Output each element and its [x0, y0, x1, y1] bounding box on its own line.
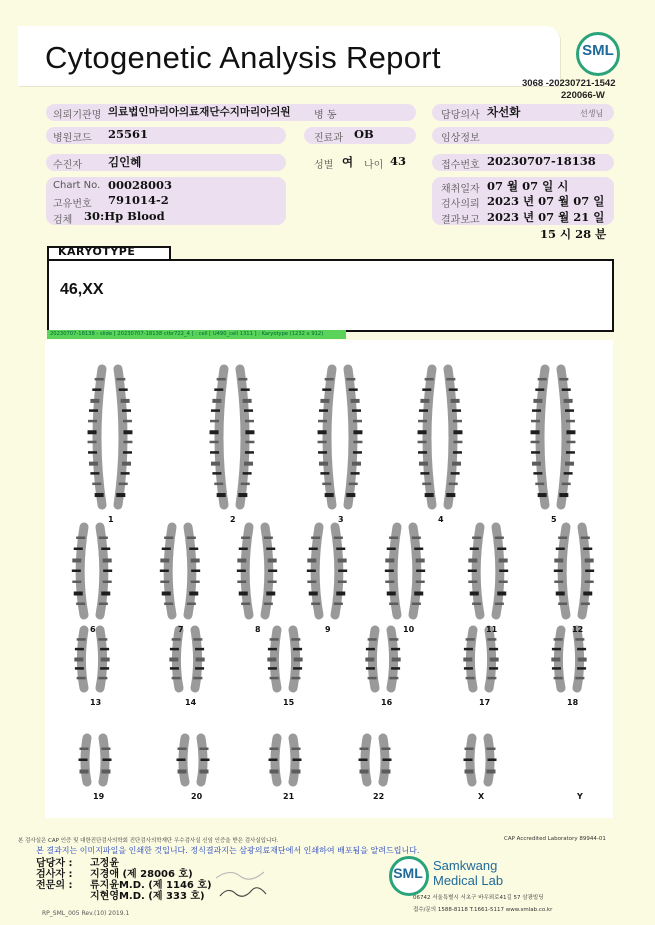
- chromosome-20-1: [177, 738, 187, 782]
- chromosome-8-2: [264, 527, 277, 615]
- chart-label: Chart No.: [53, 180, 101, 191]
- chromosome-label-13: 13: [90, 698, 102, 707]
- accreditation-note: 본 검사실은 CAP 인증 및 대한진단검사의학회 진단검사의학재단 우수검사실 신임 인증을 받은 검사실입니다.: [18, 838, 279, 844]
- chromosome-15-1: [267, 630, 278, 688]
- chromosome-4-2: [446, 369, 462, 505]
- chromosome-label-9: 9: [325, 625, 331, 634]
- chromosome-9-2: [334, 527, 347, 615]
- staff-role-1: 담당자 :: [36, 858, 73, 869]
- chromosome-label-8: 8: [255, 625, 261, 634]
- patient-value: 김인혜: [108, 155, 142, 169]
- chart-value: 00028003: [108, 178, 173, 192]
- karyogram-chromosomes: [45, 340, 613, 818]
- chromosome-18-2: [575, 630, 586, 688]
- chromosome-label-18: 18: [567, 698, 579, 707]
- chromosome-17-1: [463, 630, 474, 688]
- sml-logo-text: SML: [582, 42, 614, 59]
- chromosome-6-2: [99, 527, 112, 615]
- chromosome-14-2: [193, 630, 204, 688]
- chromosome-label-11: 11: [486, 625, 498, 634]
- doctor-value: 차선화: [487, 105, 521, 119]
- chromosome-label-16: 16: [381, 698, 393, 707]
- karyotype-label: KARYOTYPE: [58, 245, 136, 258]
- chromosome-12-1: [554, 527, 567, 615]
- staff-name-4: 지현영M.D. (제 333 호): [90, 891, 205, 902]
- chromosome-3-1: [318, 369, 334, 505]
- chromosome-21-1: [269, 738, 279, 782]
- chromosome-16-2: [389, 630, 400, 688]
- staff-name-1: 고정윤: [90, 858, 119, 869]
- chromosome-9-1: [307, 527, 320, 615]
- report-label: 결과보고: [441, 215, 480, 226]
- dept-value: OB: [354, 127, 374, 141]
- staff-role-2: 검사자 :: [36, 869, 73, 880]
- chromosome-label-15: 15: [283, 698, 295, 707]
- chromosome-1-1: [88, 369, 104, 505]
- chromosome-3-2: [346, 369, 362, 505]
- chromosome-15-2: [291, 630, 302, 688]
- chromosome-label-12: 12: [572, 625, 584, 634]
- karyogram-image: [45, 340, 613, 818]
- chromosome-4-1: [418, 369, 434, 505]
- row3-left-pill: [46, 154, 286, 171]
- karyogram-caption: 20230707-18138 - slide [ 20230707-18138 ctbr722_4 ] : cell [ U490_cell 1311 ] : Karyotype (1232 x 912): [47, 330, 346, 339]
- chromosome-21-2: [292, 738, 302, 782]
- cap-number: CAP Accredited Laboratory 89944-01: [504, 836, 606, 842]
- chromosome-17-2: [487, 630, 498, 688]
- chromosome-7-1: [160, 527, 173, 615]
- chromosome-label-6: 6: [90, 625, 96, 634]
- chromosome-8-1: [237, 527, 250, 615]
- chromosome-12-2: [581, 527, 594, 615]
- form-code: RP_SML_005 Rev.(10) 2019.1: [42, 910, 130, 917]
- specimen-value: 30:Hp Blood: [84, 209, 165, 223]
- chromosome-13-1: [74, 630, 85, 688]
- chromosome-7-2: [187, 527, 200, 615]
- chromosome-label-Y: Y: [577, 792, 583, 801]
- age-label: 나이: [364, 160, 384, 171]
- collect-value: 07 월 07 일 시: [487, 179, 569, 193]
- chromosome-20-2: [200, 738, 210, 782]
- unique-label: 고유번호: [53, 199, 92, 210]
- chromosome-label-1: 1: [108, 515, 114, 524]
- chromosome-14-1: [169, 630, 180, 688]
- chromosome-label-7: 7: [178, 625, 184, 634]
- reference-suffix: 220066-W: [561, 90, 605, 101]
- chromosome-11-1: [468, 527, 481, 615]
- chromosome-label-5: 5: [551, 515, 557, 524]
- chromosome-label-3: 3: [338, 515, 344, 524]
- chromosome-19-2: [102, 738, 112, 782]
- chromosome-5-1: [531, 369, 547, 505]
- karyotype-box: [47, 259, 614, 332]
- chromosome-5-2: [559, 369, 575, 505]
- sex-value: 여: [342, 155, 354, 169]
- institution-label: 의뢰기관명: [53, 110, 102, 121]
- chromosome-label-20: 20: [191, 792, 203, 801]
- chromosome-2-1: [210, 369, 226, 505]
- chromosome-label-22: 22: [373, 792, 385, 801]
- hospital-code-value: 25561: [108, 127, 149, 141]
- lab-address: 06742 서울특별시 서초구 바우뫼로41길 57 삼광빌딩: [413, 895, 544, 901]
- report-value: 2023 년 07 월 21 일: [487, 210, 605, 224]
- lab-name-line1: Samkwang: [433, 858, 498, 873]
- receipt-value: 20230707-18138: [487, 154, 596, 168]
- chromosome-11-2: [495, 527, 508, 615]
- chromosome-10-2: [412, 527, 425, 615]
- institution-value: 의료법인마리아의료재단수지마리아의원: [108, 106, 291, 118]
- lab-name-line2: Medical Lab: [433, 873, 504, 888]
- unique-value: 791014-2: [108, 193, 169, 207]
- doctor-suffix: 선생님: [580, 109, 604, 118]
- chromosome-18-1: [551, 630, 562, 688]
- sml-footer-logo-text: SML: [393, 865, 423, 881]
- chromosome-X-1: [464, 738, 474, 782]
- chromosome-16-1: [365, 630, 376, 688]
- chromosome-13-2: [98, 630, 109, 688]
- chromosome-2-2: [238, 369, 254, 505]
- age-value: 43: [390, 154, 407, 168]
- chromosome-1-2: [116, 369, 132, 505]
- chromosome-19-1: [79, 738, 89, 782]
- print-notice: 본 결과지는 이미지파일을 인쇄한 것입니다. 정식결과지는 삼광의료재단에서 인쇄하여 배포됨을 알려드립니다.: [36, 846, 420, 855]
- receipt-label: 접수번호: [441, 160, 480, 171]
- request-value: 2023 년 07 월 07 일: [487, 194, 605, 208]
- clinical-label: 임상정보: [441, 133, 480, 144]
- request-label: 검사의뢰: [441, 199, 480, 210]
- lab-contact: 접수/문의 1588-8118 T.1661-5117 www.smlab.co.kr: [413, 907, 553, 913]
- sex-label: 성별: [314, 160, 334, 171]
- dept-label: 진료과: [314, 133, 343, 144]
- staff-role-3: 전문의 :: [36, 880, 73, 891]
- report-title: Cytogenetic Analysis Report: [45, 40, 441, 75]
- doctor-label: 담당의사: [441, 110, 480, 121]
- chromosome-label-17: 17: [479, 698, 491, 707]
- chromosome-10-1: [385, 527, 398, 615]
- hospital-code-label: 병원코드: [53, 133, 92, 144]
- chromosome-22-2: [382, 738, 392, 782]
- lab-name: [433, 858, 503, 888]
- staff-name-2: 지경애 (제 28006 호): [90, 869, 193, 880]
- chromosome-label-4: 4: [438, 515, 444, 524]
- signature-image: [210, 866, 270, 902]
- karyotype-value: 46,XX: [60, 281, 104, 298]
- collect-label: 채취일자: [441, 184, 480, 195]
- reference-number: 3068 -20230721-1542: [522, 78, 616, 89]
- patient-label: 수진자: [53, 160, 82, 171]
- chromosome-label-2: 2: [230, 515, 236, 524]
- staff-name-3: 류지윤M.D. (제 1146 호): [90, 880, 212, 891]
- report-time-value: 15 시 28 분: [540, 227, 607, 241]
- chromosome-X-2: [487, 738, 497, 782]
- chromosome-label-10: 10: [403, 625, 415, 634]
- chromosome-label-14: 14: [185, 698, 197, 707]
- chromosome-label-19: 19: [93, 792, 105, 801]
- ward-label: 병 동: [314, 110, 337, 121]
- chromosome-label-21: 21: [283, 792, 295, 801]
- chromosome-6-1: [72, 527, 85, 615]
- specimen-label: 검체: [53, 215, 73, 226]
- chromosome-22-1: [359, 738, 369, 782]
- chromosome-label-X: X: [478, 792, 485, 801]
